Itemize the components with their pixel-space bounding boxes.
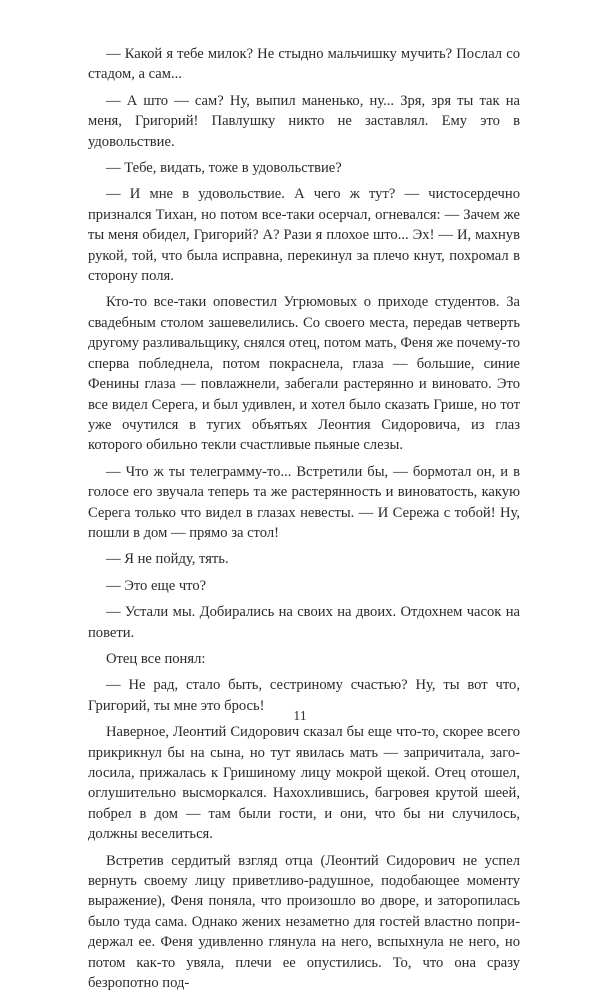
paragraph: Наверное, Леонтий Сидорович сказал бы еще что-то, скорее всего прикрикнул бы на сына, но тут явилась мать — запричитала, заголосила, прижалась к Гришиному лицу мокрой щекой. Отец отошел, оглушительно высморкался. Нахохлившись, багровея крутой шеей, побрел в дом — там были гости, и они, что бы ни случилось, должны веселиться.: [88, 724, 520, 843]
paragraph: — Не рад, стало быть, сестриному счастью? Ну, ты вот что, Григорий, ты мне это брось!: [88, 677, 520, 714]
page-text-block: [88, 44, 520, 999]
page-number: 11: [293, 709, 307, 724]
paragraph: — Я не пойду, тять.: [106, 551, 229, 568]
paragraph: — И мне в удовольствие. А чего ж тут? — чистосердечно признался Тихан, но потом все-таки осерчал, огневался: — Зачем же ты меня обидел, Григорий? А? Рази я плохое што... Эх! — И, махнув рукой, той, что была исправна, перекинул за плечо кнут, похромал в сторону поля.: [88, 186, 520, 285]
paragraph: — Какой я тебе милок? Не стыдно мальчишку мучить? Послал со стадом, а сам...: [88, 46, 520, 83]
paragraph: Встретив сердитый взгляд отца (Леонтий Сидорович не успел вернуть своему лицу приветливо-радушное, подобающее моменту выражение), Феня поняла, что произошло во дворе, и заторопилась было туда сама. Однако жених незаметно для гостей властно попридержал ее. Феня удивленно глянула на него, вспыхнула не него, но потом как-то увяла, плечи ее опустились. То, что она сразу безропотно под-: [88, 852, 520, 992]
paragraph: — Что ж ты телеграмму-то... Встретили бы, — бормотал он, и в голосе его звучала теперь та же растерянность и виноватость, какую Серега только что видел в глазах невесты. — И Сережа с тобой! Ну, пошли в дом — прямо за стол!: [88, 463, 520, 541]
paragraph: — Тебе, видать, тоже в удовольствие?: [106, 160, 342, 177]
paragraph: — Это еще что?: [106, 577, 207, 594]
paragraph: — Устали мы. Добирались на своих на двоих. Отдохнем часок на повети.: [88, 604, 520, 641]
paragraph: Кто-то все-таки оповестил Угрюмовых о приходе студентов. За свадебным столом зашевелились. Со своего места, передав четверть другому разливальщику, снялся отец, потом мать, Феня же почему-то сперва побледнела, потом покраснела, глаза — большие, синие Фенины глаза — повлажнели, забегали растерянно и виновато. Это все видел Серега, и был удивлен, и хотел было сказать Грише, но тот уже очутился в тугих объятьях Леонтия Сидоровича, из глаз которого обильно текли счастливые пьяные слезы.: [88, 294, 520, 454]
paragraph: Отец все понял:: [106, 650, 206, 667]
paragraph: — А што — сам? Ну, выпил маненько, ну... Зря, зря ты так на меня, Григорий! Павлушку никто не заставлял. Ему это в удовольствие.: [88, 92, 520, 150]
